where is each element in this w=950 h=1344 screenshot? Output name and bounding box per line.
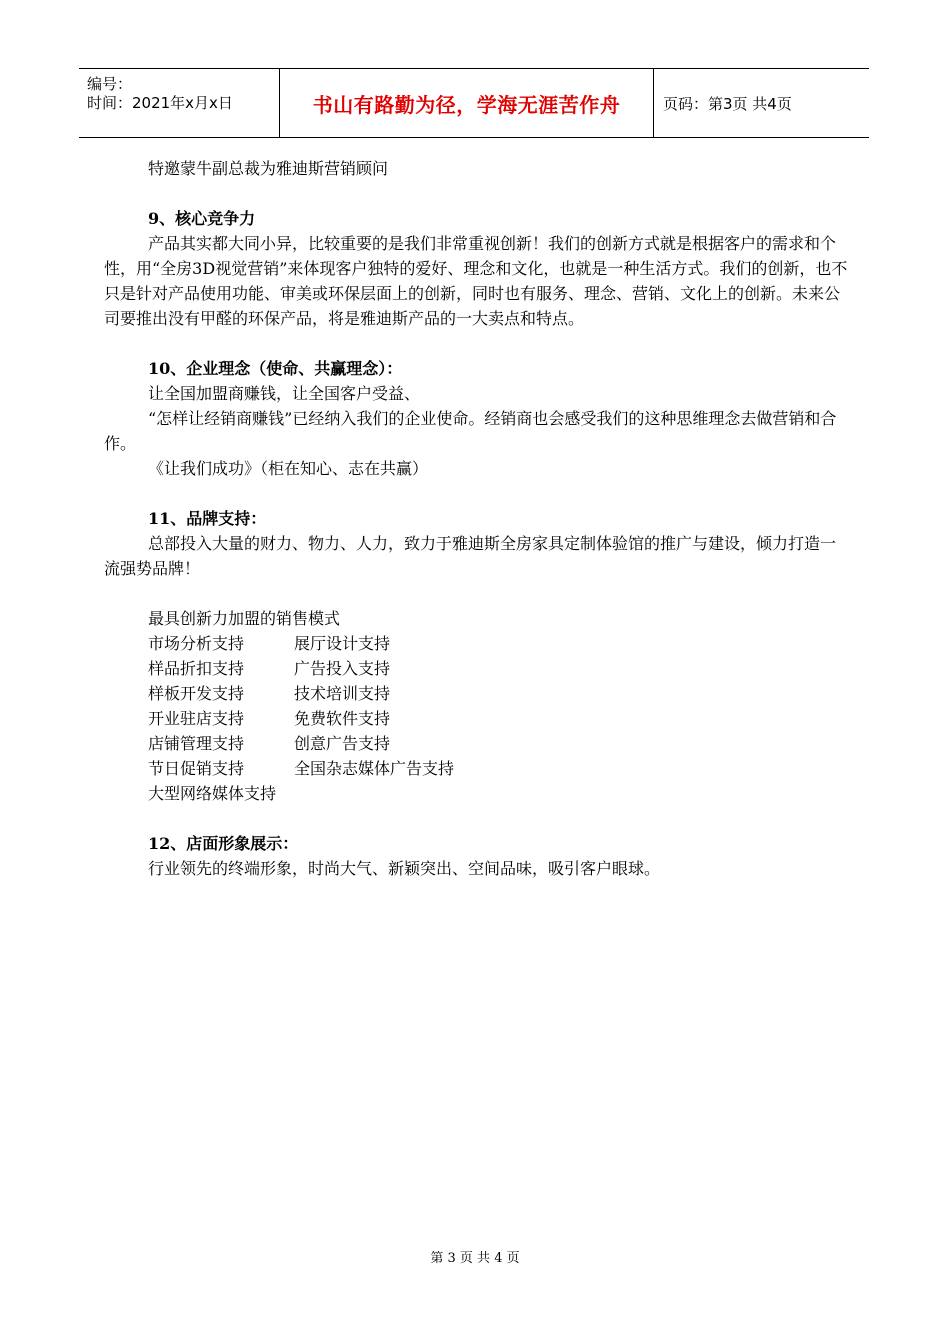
section-9-heading: 9、核心竞争力	[148, 209, 256, 228]
support-row	[104, 681, 849, 706]
spacer	[104, 581, 849, 606]
section-11-heading: 11、品牌支持：	[148, 509, 267, 528]
support-item: 样品折扣支持	[148, 659, 245, 678]
support-item-last: 大型网络媒体支持	[148, 784, 277, 803]
section-10-line-1: 让全国加盟商赚钱，让全国客户受益、	[148, 384, 421, 403]
intro-line: 特邀蒙牛副总裁为雅迪斯营销顾问	[148, 159, 389, 178]
section-10-heading: 10、企业理念（使命、共赢理念）：	[148, 359, 403, 378]
spacer	[104, 331, 849, 356]
support-row	[104, 706, 849, 731]
support-row	[104, 731, 849, 756]
support-item: 样板开发支持	[148, 684, 245, 703]
support-list-title: 最具创新力加盟的销售模式	[148, 609, 341, 628]
support-item: 展厅设计支持	[294, 634, 391, 653]
section-9-paragraph: 产品其实都大同小异，比较重要的是我们非常重视创新！我们的创新方式就是根据客户的需求和个性，用“全房3D视觉营销”来体现客户独特的爱好、理念和文化，也就是一种生活方式。我们的创新，也不只是针对产品使用功能、审美或环保层面上的创新，同时也有服务、理念、营销、文化上的创新。未来公司要推出没有甲醛的环保产品，将是雅迪斯产品的一大卖点和特点。	[104, 234, 848, 328]
section-12-paragraph: 行业领先的终端形象，时尚大气、新颖突出、空间品味，吸引客户眼球。	[148, 859, 661, 878]
support-item: 广告投入支持	[294, 659, 391, 678]
document-body	[104, 156, 849, 881]
section-11-paragraph: 总部投入大量的财力、物力、人力，致力于雅迪斯全房家具定制体验馆的推广与建设，倾力打造一流强势品牌！	[104, 534, 837, 578]
time-label: 时间：2021年x月x日	[87, 94, 233, 112]
support-item: 店铺管理支持	[148, 734, 245, 753]
number-label: 编号：	[87, 75, 133, 93]
header-meta	[79, 69, 279, 137]
support-item: 全国杂志媒体广告支持	[294, 759, 455, 778]
support-item: 免费软件支持	[294, 709, 391, 728]
support-row	[104, 656, 849, 681]
page-footer: 第 3 页 共 4 页	[430, 1251, 520, 1266]
support-item: 技术培训支持	[294, 684, 391, 703]
support-item: 节日促销支持	[148, 759, 245, 778]
section-12-heading: 12、店面形象展示：	[148, 834, 299, 853]
header-page-label: 页码：第3页 共4页	[663, 94, 792, 113]
section-10-line-3: 《让我们成功》（柜在知心、志在共赢）	[148, 459, 429, 478]
header-motto: 书山有路勤为径，学海无涯苦作舟	[279, 69, 654, 137]
spacer	[104, 181, 849, 206]
section-10-paragraph: “怎样让经销商赚钱”已经纳入我们的企业使命。经销商也会感受我们的这种思维理念去做营销和合作。	[104, 409, 837, 453]
document-header	[79, 68, 869, 138]
support-item: 开业驻店支持	[148, 709, 245, 728]
support-row	[104, 756, 849, 781]
support-row	[104, 631, 849, 656]
support-item: 市场分析支持	[148, 634, 245, 653]
spacer	[104, 481, 849, 506]
support-item: 创意广告支持	[294, 734, 391, 753]
spacer	[104, 806, 849, 831]
